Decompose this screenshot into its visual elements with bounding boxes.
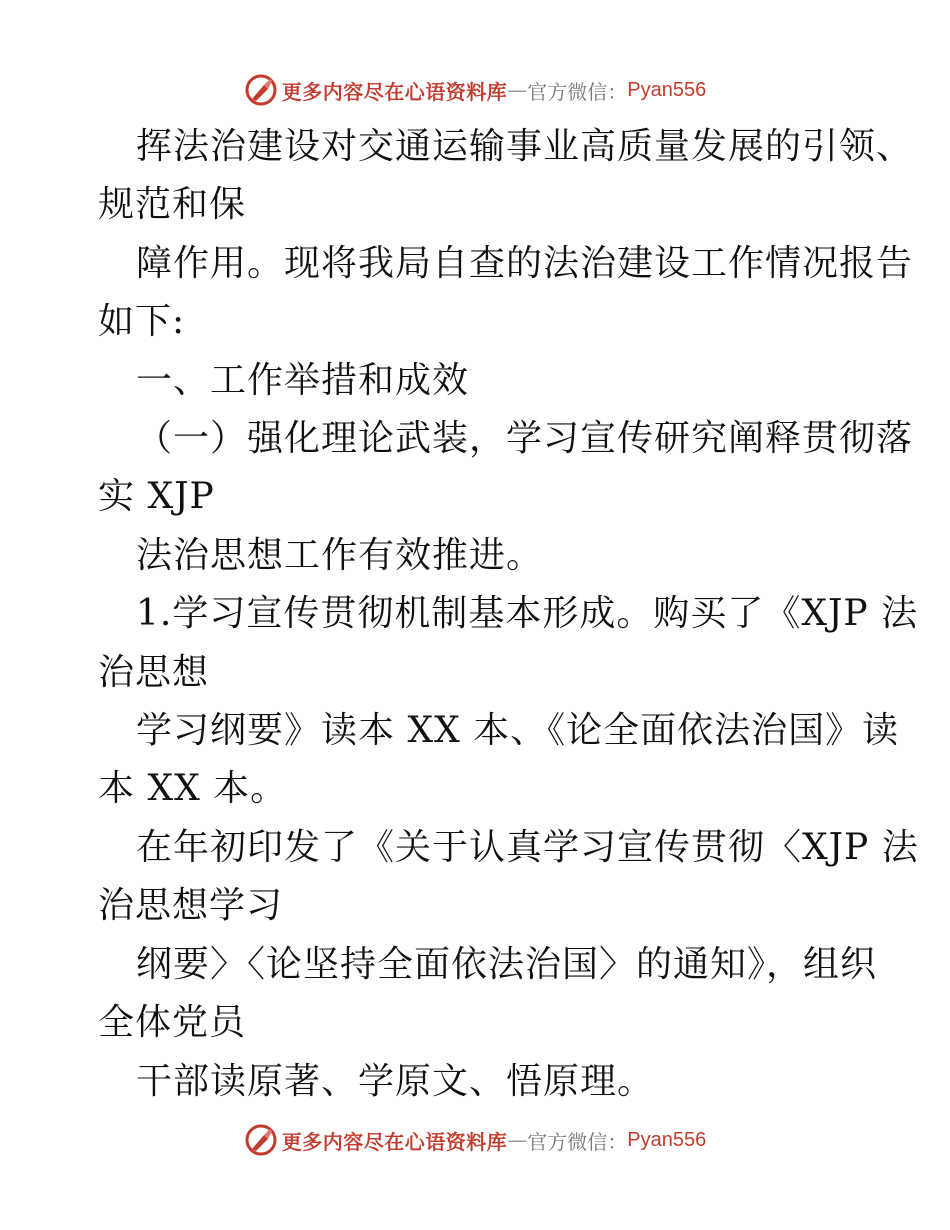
body-line: 治思想 (98, 651, 210, 693)
watermark-official: 官方微信： (527, 1129, 628, 1154)
watermark-brand: 更多内容尽在心语资料库 (281, 1129, 508, 1154)
body-line: 学习纲要》读本 XX 本、《论全面依法治国》读 (136, 710, 900, 752)
watermark-brand: 更多内容尽在心语资料库 (281, 79, 508, 104)
watermark-separator: — (507, 78, 528, 102)
body-line: 全体党员 (98, 1002, 247, 1044)
body-line: 本 XX 本。 (98, 768, 288, 810)
watermark-wechat-id: Pyan556 (627, 1128, 707, 1151)
body-line: 干部读原著、学原文、悟原理。 (136, 1060, 655, 1102)
footer-watermark (0, 1120, 950, 1160)
body-line: 实 XJP (98, 476, 215, 518)
subsection-heading: （一）强化理论武装，学习宣传研究阐释贯彻落 (136, 418, 914, 460)
body-line: 治思想学习 (98, 885, 284, 927)
body-line: 规范和保 (98, 184, 247, 226)
body-line: 如下: (98, 301, 186, 343)
document-body (98, 118, 919, 1111)
body-line: 挥法治建设对交通运输事业高质量发展的引领、 (136, 126, 914, 167)
body-line: 障作用。现将我局自查的法治建设工作情况报告 (136, 242, 914, 284)
header-watermark (0, 70, 950, 110)
body-line: 1.学习宣传贯彻机制基本形成。购买了《XJP 法 (136, 593, 919, 635)
body-line: 法治思想工作有效推进。 (136, 534, 544, 576)
section-heading: 一、工作举措和成效 (136, 359, 470, 401)
watermark-wechat-id: Pyan556 (627, 78, 707, 101)
body-line: 在年初印发了《关于认真学习宣传贯彻〈XJP 法 (136, 826, 919, 868)
body-line: 纲要〉〈论坚持全面依法治国〉的通知》，组织 (136, 943, 878, 985)
watermark-official: 官方微信： (527, 79, 628, 104)
pen-logo-icon (244, 73, 278, 107)
watermark-separator: — (507, 1128, 528, 1152)
pen-logo-icon (244, 1123, 278, 1157)
